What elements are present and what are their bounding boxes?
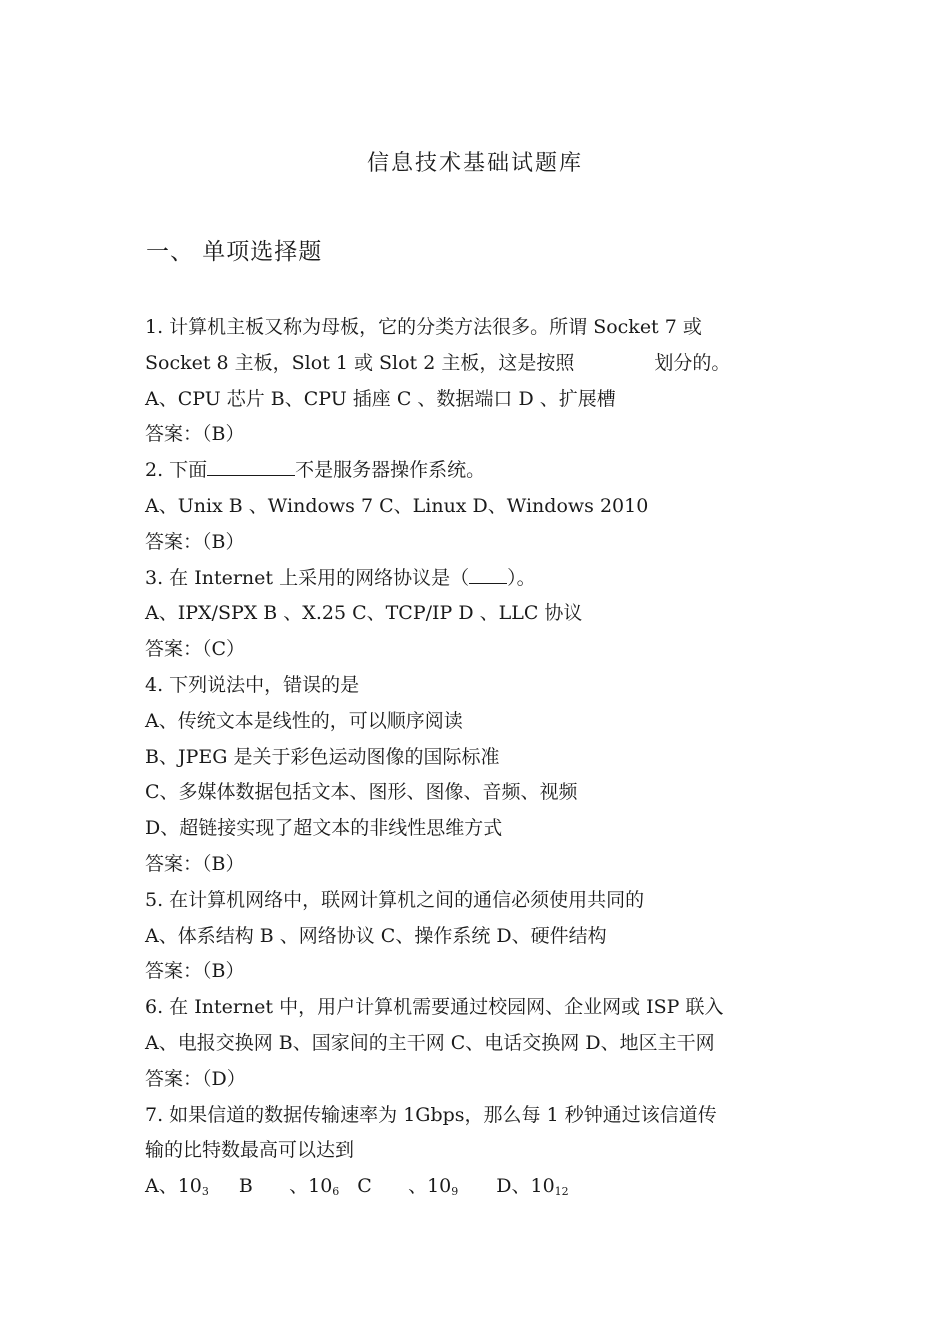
q1-stem-part1: Socket 8 主板，Slot 1 或 Slot 2 主板，这是按照: [145, 351, 575, 374]
q2-answer: 答案：（B）: [145, 530, 245, 553]
question-list: [145, 310, 810, 1205]
q4-option-c: C、多媒体数据包括文本、图形、图像、音频、视频: [145, 781, 578, 804]
q6-options: A、电报交换网 B、国家间的主干网 C、电话交换网 D、地区主干网: [145, 1031, 715, 1054]
q2-stem: [145, 453, 810, 489]
q7-stem-line1: 7. 如果信道的数据传输速率为 1Gbps，那么每 1 秒钟通过该信道传: [145, 1103, 717, 1126]
q7-option-d-base: D、10: [496, 1175, 555, 1198]
q7-option-a-base: A、10: [145, 1175, 202, 1198]
q7-option-a: [145, 1175, 209, 1197]
q1-stem-part2: 划分的。: [654, 351, 731, 374]
q2-stem-part1: 2. 下面: [145, 459, 208, 482]
section-heading: 一、 单项选择题: [146, 239, 323, 265]
q2-options: A、Unix B 、Windows 7 C、Linux D、Windows 2010: [145, 494, 649, 517]
q7-option-d: [496, 1175, 568, 1197]
q1-stem-line1: 1. 计算机主板又称为母板，它的分类方法很多。所谓 Socket 7 或: [145, 316, 702, 338]
q7-option-c-base: C 、10: [357, 1175, 452, 1198]
q7-option-b-exp: 6: [332, 1185, 340, 1199]
q7-option-c-exp: 9: [451, 1185, 459, 1199]
q4-option-b: B、JPEG 是关于彩色运动图像的国际标准: [145, 745, 500, 768]
q7-option-b: [239, 1175, 339, 1197]
q7-option-c: [357, 1175, 458, 1197]
q7-options: [145, 1169, 810, 1205]
q7-option-d-exp: 12: [554, 1185, 569, 1199]
q3-stem-part2: ）。: [507, 566, 536, 589]
q7-option-a-exp: 3: [201, 1185, 209, 1199]
q3-blank: [469, 563, 507, 584]
q4-option-d: D、超链接实现了超文本的非线性思维方式: [145, 817, 503, 840]
q7-option-b-base: B 、10: [238, 1175, 333, 1198]
q3-answer: 答案：（C）: [145, 638, 246, 661]
document-title: 信息技术基础试题库: [366, 151, 583, 176]
q4-option-a: A、传统文本是线性的，可以顺序阅读: [145, 709, 463, 732]
q1-answer: 答案：（B）: [145, 423, 245, 446]
q6-answer: 答案：（D）: [145, 1067, 246, 1090]
q5-options: A、体系结构 B 、网络协议 C、操作系统 D、硬件结构: [145, 924, 607, 947]
q4-stem: 4. 下列说法中，错误的是: [145, 673, 360, 696]
q7-stem-line2: 输的比特数最高可以达到: [145, 1139, 355, 1162]
q2-stem-part2: 不是服务器操作系统。: [295, 459, 486, 482]
q4-answer: 答案：（B）: [145, 852, 245, 875]
q5-stem: 5. 在计算机网络中，联网计算机之间的通信必须使用共同的: [145, 888, 645, 911]
q3-stem-part1: 3. 在 Internet 上采用的网络协议是（: [145, 566, 470, 589]
q1-options: A、CPU 芯片 B、CPU 插座 C 、数据端口 D 、扩展槽: [145, 387, 616, 410]
q6-stem: 6. 在 Internet 中，用户计算机需要通过校园网、企业网或 ISP 联入: [145, 996, 724, 1019]
q1-stem-line2: [145, 346, 810, 382]
q3-options: A、IPX/SPX B 、X.25 C、TCP/IP D 、LLC 协议: [145, 602, 583, 625]
q5-answer: 答案：（B）: [145, 960, 245, 983]
q2-blank: [207, 455, 295, 476]
q3-stem: [145, 561, 810, 597]
